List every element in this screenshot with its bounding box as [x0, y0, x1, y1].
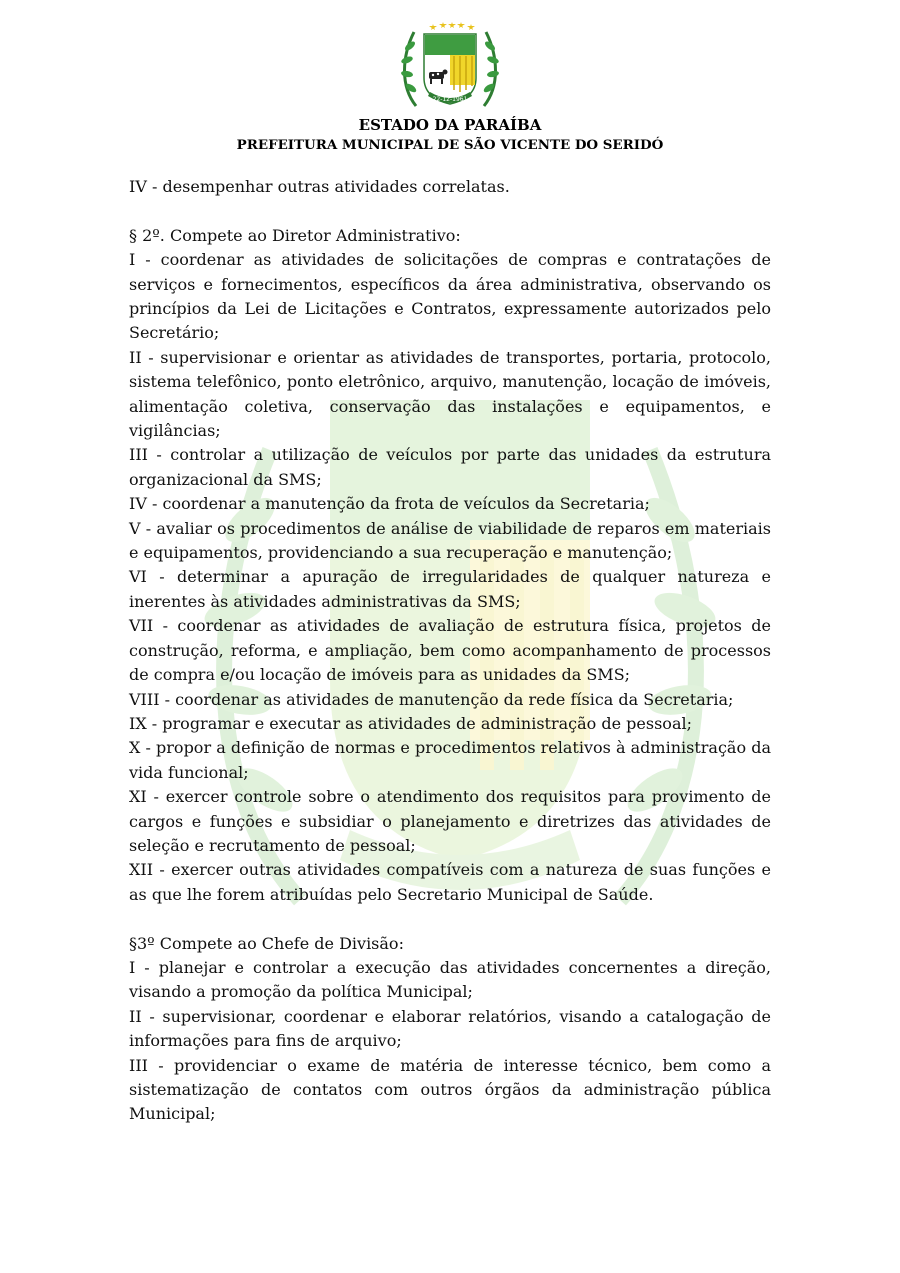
section-title: § 2º. Compete ao Diretor Administrativo:	[129, 225, 461, 245]
list-item: XI - exercer controle sobre o atendimento dos requisitos para provimento de cargos e funções e subsidiar o planejamento e diretrizes das atividades de seleção e recrutamento de pessoal;	[129, 787, 771, 855]
list-item: V - avaliar os procedimentos de análise de viabilidade de reparos em materiais e equipamentos, providenciando a sua recuperação e manutenção;	[129, 518, 771, 563]
list-item: III - providenciar o exame de matéria de interesse técnico, bem como a sistematização de contatos com outros órgãos da administração pública Municipal;	[129, 1055, 771, 1124]
list-item: VIII - coordenar as atividades de manutenção da rede física da Secretaria;	[129, 689, 734, 709]
header-state-title: ESTADO DA PARAÍBA	[358, 116, 542, 134]
document-body	[129, 175, 771, 1127]
list-item: III - controlar a utilização de veículos por parte das unidades da estrutura organizacional da SMS;	[129, 445, 771, 489]
list-item: I - coordenar as atividades de solicitações de compras e contratações de serviços e fornecimentos, específicos da área administrativa, observando os princípios da Lei de Licitações e Contratos, expressamente autorizados pelo Secretário;	[129, 250, 771, 343]
list-item: X - propor a definição de normas e procedimentos relativos à administração da vida funcional;	[129, 738, 771, 782]
list-item: I - planejar e controlar a execução das atividades concernentes a direção, visando a promoção da política Municipal;	[129, 957, 771, 1002]
list-item: IV - coordenar a manutenção da frota de veículos da Secretaria;	[129, 494, 650, 514]
list-item: II - supervisionar e orientar as atividades de transportes, portaria, protocolo, sistema telefônico, ponto eletrônico, arquivo, manutenção, locação de imóveis, alimentação coletiva, conservação das instalações e equipamentos, e vigilâncias;	[129, 347, 771, 441]
list-item: II - supervisionar, coordenar e elaborar relatórios, visando a catalogação de informações para fins de arquivo;	[129, 1006, 771, 1051]
list-item: IX - programar e executar as atividades de administração de pessoal;	[129, 713, 692, 733]
paragraph: IV - desempenhar outras atividades correlatas.	[129, 177, 510, 196]
municipal-seal	[398, 20, 502, 112]
paragraph-gap	[129, 907, 771, 931]
section-title: §3º Compete ao Chefe de Divisão:	[129, 933, 404, 953]
list-item: XII - exercer outras atividades compatíveis com a natureza de suas funções e as que lhe forem atribuídas pelo Secretario Municipal de Saúde.	[129, 860, 771, 904]
seal-date-text: 22-12-1961	[432, 96, 468, 103]
paragraph-gap	[129, 199, 771, 223]
header-prefecture-title: PREFEITURA MUNICIPAL DE SÃO VICENTE DO SERIDÓ	[236, 137, 664, 153]
list-item: VI - determinar a apuração de irregularidades de qualquer natureza e inerentes às atividades administrativas da SMS;	[129, 567, 771, 611]
list-item: VII - coordenar as atividades de avaliação de estrutura física, projetos de construção, reforma, e ampliação, bem como acompanhamento de processos de compra e/ou locação de imóveis para as unidades da SMS;	[129, 616, 771, 685]
